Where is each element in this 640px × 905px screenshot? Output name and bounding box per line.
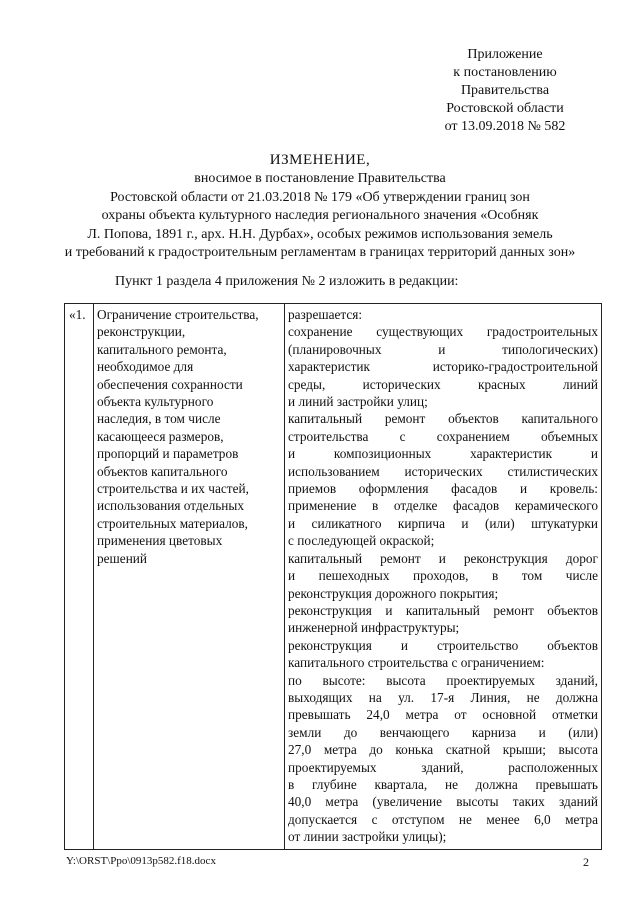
permission-cell <box>285 304 602 850</box>
intro-paragraph: Пункт 1 раздела 4 приложения № 2 изложить в редакции: <box>115 274 459 289</box>
annex-line: к постановлению <box>453 65 557 80</box>
permission-line: и пешеходных проходов, в том числе <box>288 568 598 584</box>
permission-line: от линии застройки улицы); <box>288 829 447 845</box>
permission-line: превышать 24,0 метра от основной отметки <box>288 707 598 723</box>
permission-line: сохранение существующих градостроительных <box>288 324 598 340</box>
restriction-line: использования отдельных <box>97 498 244 514</box>
annex-line: Правительства <box>460 83 550 98</box>
page-number: 2 <box>583 855 589 869</box>
restriction-line: строительства и их частей, <box>97 481 249 497</box>
permission-line: разрешается: <box>288 307 363 322</box>
annex-line: от 13.09.2018 № 582 <box>444 119 566 134</box>
annex-line: Приложение <box>467 47 543 62</box>
permission-line: среды, исторических красных линий <box>288 376 598 392</box>
permission-line: характеристик историко-градостроительной <box>288 359 598 375</box>
restriction-line: объекта культурного <box>97 394 214 410</box>
annex-block <box>420 46 590 136</box>
document-title: ИЗМЕНЕНИЕ, <box>269 152 371 168</box>
restriction-line: обеспечения сохранности <box>97 376 243 392</box>
permission-line: капитальный ремонт и реконструкция дорог <box>288 550 598 566</box>
amendment-table <box>64 303 602 850</box>
item-number-cell <box>65 304 94 850</box>
subtitle-line: и требований к градостроительным регламентам в границах территорий данных зон» <box>64 245 576 260</box>
permission-line: в глубине квартала, не должна превышать <box>288 776 598 792</box>
permission-line: реконструкция и капитальный ремонт объектов <box>288 602 598 618</box>
permission-line: и силикатного кирпича и (или) штукатурки <box>288 515 598 531</box>
restriction-line: объектов капитального <box>97 463 228 479</box>
permission-line: строительства с сохранением объемных <box>288 428 598 444</box>
permission-line: земли до венчающего карниза и (или) <box>288 724 598 740</box>
document-subtitle <box>40 170 600 263</box>
permission-line: и композиционных характеристик и <box>288 446 598 462</box>
permission-line: инженерной инфраструктуры; <box>288 620 460 636</box>
permission-line: по высоте: высота проектируемых зданий, <box>288 672 598 688</box>
permission-line: 27,0 метра до конька скатной крыши; высота <box>288 742 598 758</box>
permission-line: реконструкция дорожного покрытия; <box>288 585 499 601</box>
restriction-line: касающееся размеров, <box>97 428 224 444</box>
permission-line: выходящих на ул. 17-я Линия, не должна <box>288 689 598 705</box>
subtitle-line: вносимое в постановление Правительства <box>194 171 446 186</box>
table-row <box>65 304 602 850</box>
subtitle-line: охраны объекта культурного наследия регионального значения «Особняк <box>101 208 539 223</box>
subtitle-line: Ростовской области от 21.03.2018 № 179 «Об утверждении границ зон <box>110 189 530 205</box>
permission-line: (планировочных и типологических) <box>288 341 598 357</box>
permission-line: капитальный ремонт объектов капитального <box>288 411 598 427</box>
restriction-line: пропорций и параметров <box>97 446 239 462</box>
permission-line: и линий застройки улиц; <box>288 394 428 410</box>
permission-line: 40,0 метра (увеличение высоты таких зданий <box>288 794 598 810</box>
restriction-line: применения цветовых <box>97 533 223 549</box>
permission-line: допускается с отступом не менее 6,0 метра <box>288 811 598 827</box>
annex-line: Ростовской области <box>446 101 564 116</box>
restriction-line: решений <box>97 550 148 566</box>
restriction-line: Ограничение строительства, <box>97 307 259 322</box>
item-number: «1. <box>69 307 86 322</box>
restriction-line: реконструкции, <box>97 324 186 340</box>
restriction-cell <box>94 304 285 850</box>
permission-line: применение в отделке фасадов керамического <box>288 498 598 514</box>
restriction-line: наследия, в том числе <box>97 411 221 427</box>
permission-line: капитального строительства с ограничением: <box>288 655 545 671</box>
permission-line: реконструкция и строительство объектов <box>288 637 598 653</box>
restriction-line: капитального ремонта, <box>97 341 227 357</box>
permission-line: проектируемых зданий, расположенных <box>288 759 598 775</box>
permission-line: приемов оформления фасадов и кровель: <box>288 481 598 497</box>
restriction-line: необходимое для <box>97 359 194 375</box>
restriction-line: строительных материалов, <box>97 515 248 531</box>
permission-line: с последующей окраской; <box>288 533 435 549</box>
permission-line: использованием исторических стилистических <box>288 463 598 479</box>
subtitle-line: Л. Попова, 1891 г., арх. Н.Н. Дурбах», особых режимов использования земель <box>87 226 553 242</box>
footer-file-path: Y:\ORST\Ppo\0913p582.f18.docx <box>66 855 216 867</box>
